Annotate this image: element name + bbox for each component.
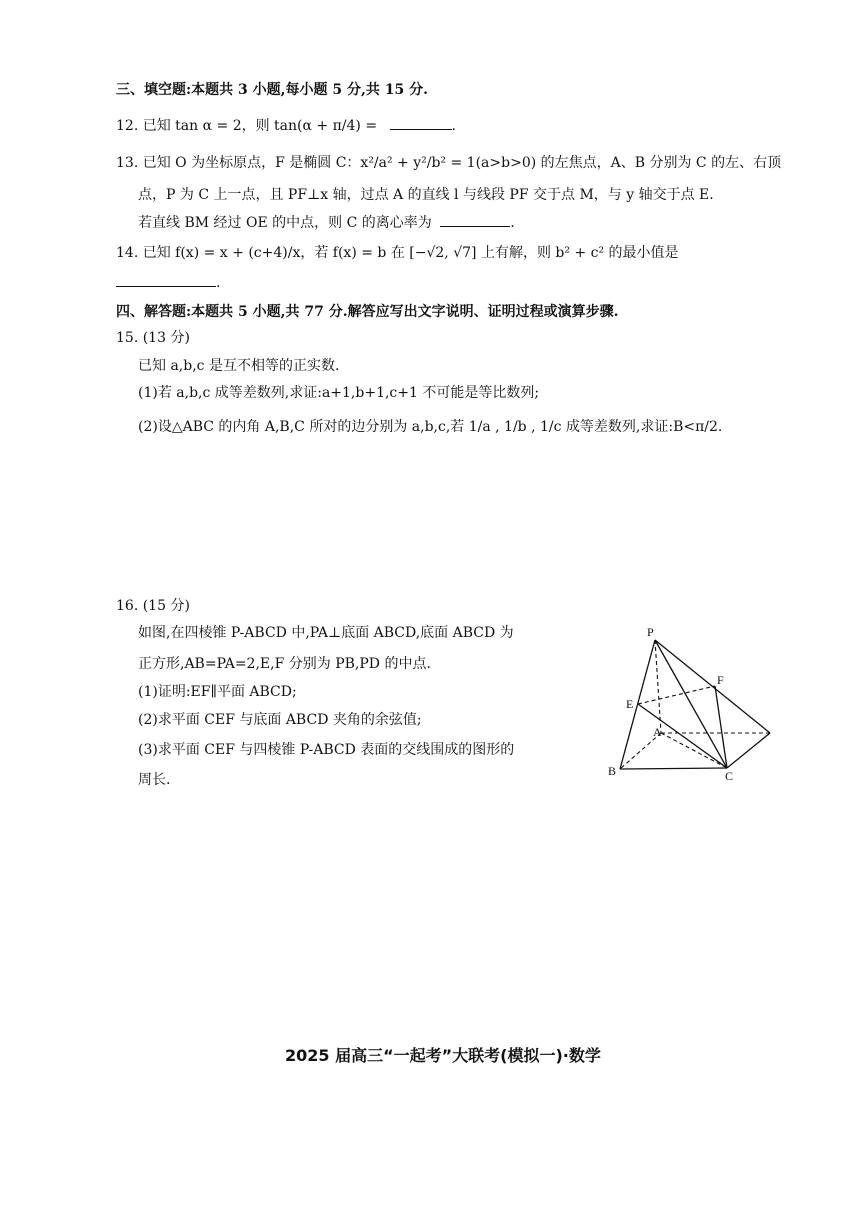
- label-A: A: [653, 725, 662, 739]
- edge-PC: [655, 640, 727, 768]
- section-4-heading: 四、解答题:本题共 5 小题,共 77 分.解答应写出文字说明、证明过程或演算步骤.: [116, 304, 619, 320]
- label-E: E: [626, 697, 634, 711]
- edge-CE: [638, 704, 727, 768]
- question-13-line-2: 点，P 为 C 上一点，且 PF⊥x 轴，过点 A 的直线 l 与线段 PF 交于点 M，与 y 轴交于点 E.: [138, 187, 714, 203]
- label-B: B: [608, 764, 617, 778]
- question-14-answer-line: .: [116, 272, 220, 293]
- question-16-part-3a: (3)求平面 CEF 与四棱锥 P-ABCD 表面的交线围成的图形的: [138, 742, 515, 758]
- answer-blank-14: [116, 272, 216, 287]
- answer-blank-12: [390, 115, 452, 130]
- section-3-heading: 三、填空题:本题共 3 小题,每小题 5 分,共 15 分.: [116, 82, 428, 98]
- question-13-line-1: 13. 已知 O 为坐标原点，F 是椭圆 C：x²/a² + y²/b² = 1(a>b>0) 的左焦点，A、B 分别为 C 的左、右顶: [116, 155, 782, 171]
- question-16-number: 16. (15 分): [116, 598, 190, 614]
- question-16-intro-2: 正方形,AB=PA=2,E,F 分别为 PB,PD 的中点.: [138, 656, 431, 672]
- edge-EF: [638, 686, 715, 704]
- question-16-part-3b: 周长.: [138, 772, 171, 788]
- question-12: 12. 已知 tan α = 2，则 tan(α + π/4) = .: [116, 115, 456, 136]
- edge-CF: [715, 686, 727, 768]
- question-15-part-2: (2)设△ABC 的内角 A,B,C 所对的边分别为 a,b,c,若 1/a , 1/b , 1/c 成等差数列,求证:B<π/2.: [138, 419, 723, 435]
- question-15-number: 15. (13 分): [116, 330, 190, 346]
- label-F: F: [717, 673, 724, 687]
- pyramid-figure: [605, 622, 780, 787]
- question-15-intro: 已知 a,b,c 是互不相等的正实数.: [138, 358, 340, 374]
- label-C: C: [725, 769, 734, 783]
- question-16-intro-1: 如图,在四棱锥 P-ABCD 中,PA⊥底面 ABCD,底面 ABCD 为: [138, 625, 514, 641]
- edge-CD: [727, 733, 770, 768]
- question-15-part-1: (1)若 a,b,c 成等差数列,求证:a+1,b+1,c+1 不可能是等比数列;: [138, 385, 540, 401]
- question-13-line-3: 若直线 BM 经过 OE 的中点，则 C 的离心率为 .: [138, 212, 515, 233]
- footer-title: 2025 届高三“一起考”大联考(模拟一)·数学: [285, 1046, 601, 1065]
- label-P: P: [647, 625, 654, 639]
- question-16-part-1: (1)证明:EF∥平面 ABCD;: [138, 684, 297, 700]
- question-12-text: 12. 已知 tan α = 2，则 tan(α + π/4) =: [116, 118, 378, 134]
- question-13-text: 若直线 BM 经过 OE 的中点，则 C 的离心率为: [138, 215, 432, 231]
- question-14: 14. 已知 f(x) = x + (c+4)/x，若 f(x) = b 在 [−√2, √7] 上有解，则 b² + c² 的最小值是: [116, 245, 679, 261]
- answer-blank-13: [440, 212, 510, 227]
- question-16-part-2: (2)求平面 CEF 与底面 ABCD 夹角的余弦值;: [138, 712, 422, 728]
- edge-PD: [655, 640, 770, 733]
- edge-BC: [620, 768, 727, 769]
